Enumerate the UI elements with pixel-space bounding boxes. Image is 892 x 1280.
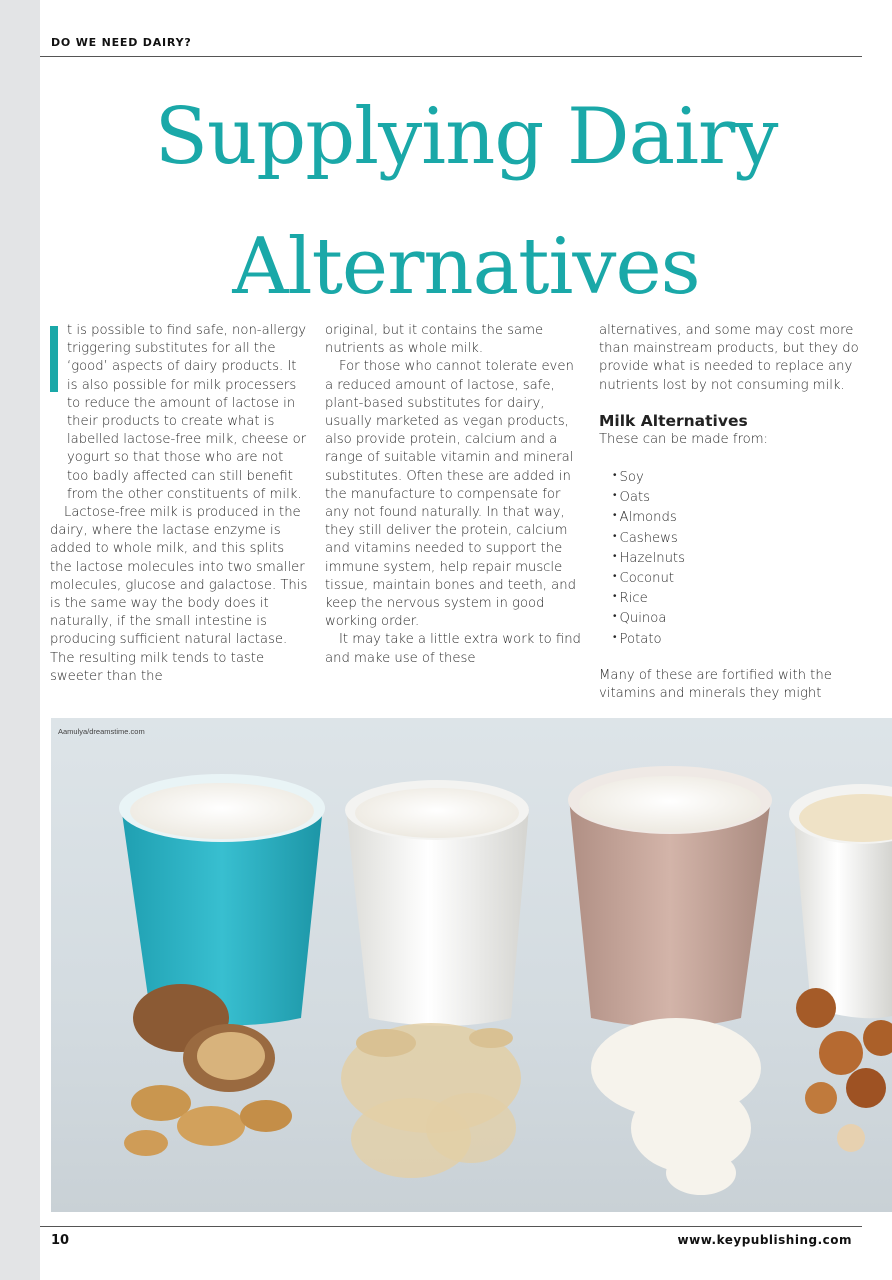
white-cup: [346, 808, 529, 1026]
list-item: • Potato: [613, 631, 662, 647]
list-item: • Oats: [613, 490, 651, 506]
subheading: Milk Alternatives: [599, 411, 748, 430]
bottom-rule: [40, 1226, 862, 1227]
alternatives-list: [599, 467, 859, 649]
section-label: DO WE NEED DAIRY?: [51, 36, 192, 49]
list-item-label: Coconut: [619, 571, 674, 587]
page-number: 10: [51, 1233, 70, 1248]
paragraph: t is possible to find safe, non-allergy triggering substitutes for all the ‘good’ aspects of dairy products. It is also possible for milk processers to reduce the amount of lactose in their products to create what is labelled lactose-free milk, cheese or yogurt so that those who are not too badly affected can still benefit from the other constituents of milk.: [67, 323, 307, 502]
title-line-2: Alternatives: [232, 222, 700, 312]
list-item: • Cashews: [613, 530, 678, 546]
page-gutter: [0, 0, 40, 1280]
website-url: www.keypublishing.com: [677, 1233, 852, 1247]
title-line-1: Supplying Dairy: [154, 92, 778, 182]
list-item-label: Rice: [619, 591, 648, 607]
list-item-label: Quinoa: [619, 611, 667, 627]
paragraph: For those who cannot tolerate even a reduced amount of lactose, safe, plant-based substitutes for dairy, usually marketed as vegan products, also provide protein, calcium and a range of suitable vitamin and mineral substitutes. Often these are added in the manufacture to compensate for any not found naturally. In that way, they still deliver the protein, calcium and vitamins needed to support the immune system, help repair muscle tissue, maintain bones and teeth, and keep the nervous system in good working order.: [325, 359, 576, 630]
list-item-label: Hazelnuts: [619, 550, 685, 566]
paragraph: alternatives, and some may cost more than mainstream products, but they do provide what is needed to replace any nutrients lost by not consuming milk.: [599, 323, 859, 393]
list-item: • Coconut: [613, 571, 674, 587]
article-column-3: [599, 322, 859, 703]
rice-pile: [591, 1018, 761, 1195]
article-column-2: [325, 322, 583, 668]
list-item-label: Oats: [619, 490, 651, 506]
paragraph: Many of these are fortified with the vitamins and minerals they might: [599, 667, 832, 702]
top-rule: [40, 56, 862, 57]
paragraph: original, but it contains the same nutrients as whole milk.: [325, 323, 544, 357]
list-item-label: Almonds: [619, 510, 677, 526]
paragraph: It may take a little extra work to find and make use of these: [325, 632, 581, 666]
list-intro: These can be made from:: [599, 431, 768, 447]
article-column-1: [50, 322, 308, 686]
list-item-label: Soy: [619, 470, 644, 486]
paragraph: Lactose-free milk is produced in the dairy, where the lactase enzyme is added to whole milk, and this splits the lactose molecules into two smaller molecules, glucose and galactose. This is the same way the body does it naturally, if the small intestine is producing sufficient natural lactase. The resulting milk tends to taste sweeter than the: [50, 505, 308, 684]
list-item: • Rice: [613, 591, 648, 607]
milk-cups-photo: [51, 718, 892, 1212]
list-item: • Almonds: [613, 510, 677, 526]
photo-illustration: [51, 718, 892, 1212]
oats-pile: [341, 1023, 521, 1178]
photo-credit: Aamulya/dreamstime.com: [58, 727, 145, 736]
list-item: • Soy: [613, 470, 644, 486]
article-title: [40, 72, 892, 332]
list-item: • Hazelnuts: [613, 550, 685, 566]
list-item-label: Potato: [619, 631, 662, 647]
list-item-label: Cashews: [619, 530, 678, 546]
list-item: • Quinoa: [613, 611, 667, 627]
